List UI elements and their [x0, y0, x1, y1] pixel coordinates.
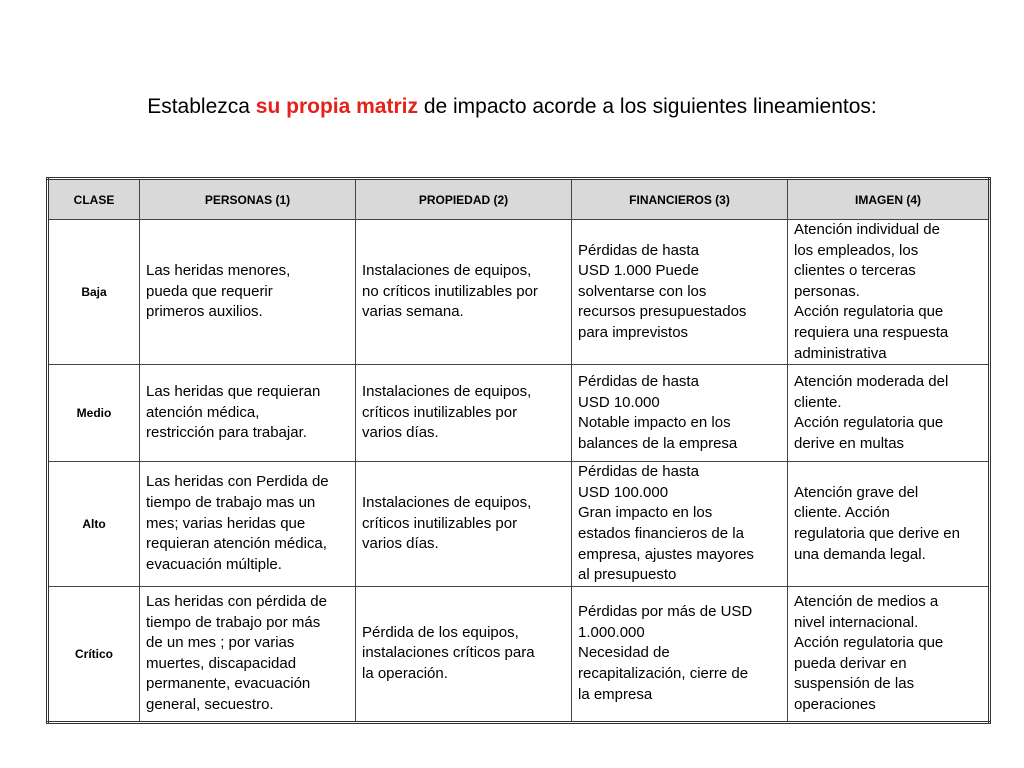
personas-cell: Las heridas que requieran atención médica, restricción para trabajar.	[140, 365, 356, 462]
imagen-cell: Atención de medios a nivel internacional. Acción regulatoria que pueda derivar en suspensión de las operaciones	[788, 586, 990, 722]
financieros-cell: Pérdidas por más de USD 1.000.000 Necesidad de recapitalización, cierre de la empresa	[572, 586, 788, 722]
clase-cell: Medio	[48, 365, 140, 462]
clase-cell: Alto	[48, 462, 140, 587]
table-row	[48, 586, 990, 722]
imagen-cell: Atención moderada del cliente. Acción regulatoria que derive en multas	[788, 365, 990, 462]
personas-cell: Las heridas menores, pueda que requerir primeros auxilios.	[140, 220, 356, 365]
header-imagen: IMAGEN (4)	[788, 179, 990, 220]
table-row	[48, 220, 990, 365]
title-before: Establezca	[147, 95, 256, 118]
clase-cell: Baja	[48, 220, 140, 365]
propiedad-cell: Pérdida de los equipos, instalaciones críticos para la operación.	[356, 586, 572, 722]
financieros-cell: Pérdidas de hasta USD 100.000 Gran impacto en los estados financieros de la empresa, ajustes mayores al presupuesto	[572, 462, 788, 587]
financieros-cell: Pérdidas de hasta USD 10.000 Notable impacto en los balances de la empresa	[572, 365, 788, 462]
financieros-cell: Pérdidas de hasta USD 1.000 Puede solventarse con los recursos presupuestados para imprevistos	[572, 220, 788, 365]
clase-cell: Crítico	[48, 586, 140, 722]
personas-cell: Las heridas con Perdida de tiempo de trabajo mas un mes; varias heridas que requieran atención médica, evacuación múltiple.	[140, 462, 356, 587]
header-financieros: FINANCIEROS (3)	[572, 179, 788, 220]
table-row	[48, 365, 990, 462]
propiedad-cell: Instalaciones de equipos, críticos inutilizables por varios días.	[356, 365, 572, 462]
personas-cell: Las heridas con pérdida de tiempo de trabajo por más de un mes ; por varias muertes, discapacidad permanente, evacuación general, secuestro.	[140, 586, 356, 722]
header-clase: CLASE	[48, 179, 140, 220]
impact-matrix-table	[46, 177, 991, 724]
imagen-cell: Atención grave del cliente. Acción regulatoria que derive en una demanda legal.	[788, 462, 990, 587]
header-propiedad: PROPIEDAD (2)	[356, 179, 572, 220]
title-colon: :	[870, 95, 877, 118]
imagen-cell: Atención individual de los empleados, los clientes o terceras personas. Acción regulatoria que requiera una respuesta administrativa	[788, 220, 990, 365]
propiedad-cell: Instalaciones de equipos, no críticos inutilizables por varias semana.	[356, 220, 572, 365]
header-row	[48, 179, 990, 220]
table-row	[48, 462, 990, 587]
page-title	[0, 93, 1024, 121]
title-after: de impacto acorde a los siguientes lineamientos	[417, 95, 871, 118]
propiedad-cell: Instalaciones de equipos, críticos inutilizables por varios días.	[356, 462, 572, 587]
header-personas: PERSONAS (1)	[140, 179, 356, 220]
title-highlight: su propia matriz	[255, 95, 418, 118]
